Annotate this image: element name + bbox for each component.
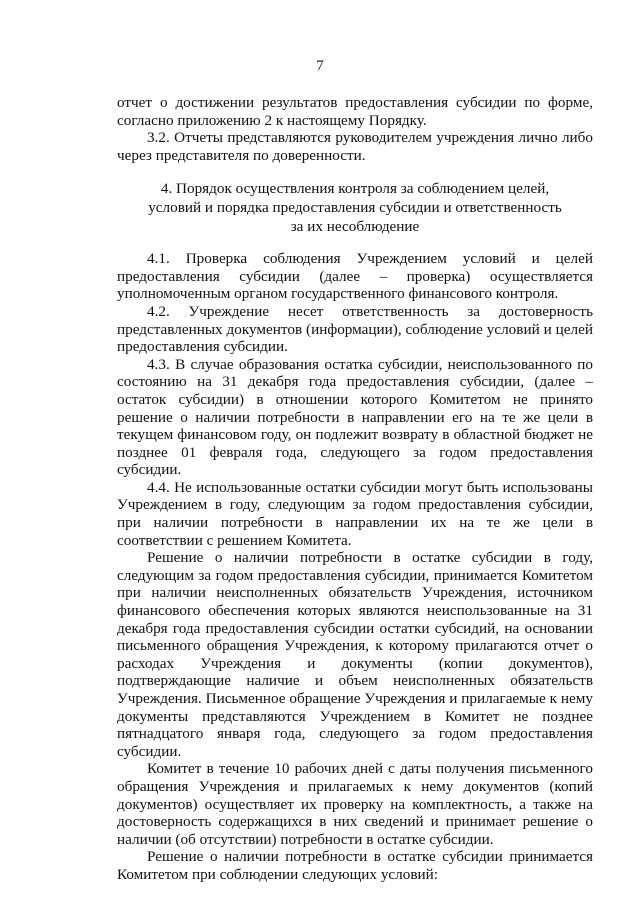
- paragraph-committee-review: Комитет в течение 10 рабочих дней с даты получения письменного обращения Учреждения и прилагаемых к нему документов (копий документов) осуществляет их проверку на комплектность, а также на достоверность содержащихся в них сведений и принимает решение о наличии (об отсутствии) потребности в остатке субсидии.: [117, 760, 593, 848]
- document-body: [117, 94, 593, 884]
- section-heading-line-1: 4. Порядок осуществления контроля за соблюдением целей,: [160, 180, 550, 198]
- paragraph-report-form: отчет о достижении результатов предоставления субсидии по форме, согласно приложению 2 к настоящему Порядку.: [117, 94, 593, 129]
- paragraph-3-2: 3.2. Отчеты представляются руководителем учреждения лично либо через представителя по доверенности.: [117, 129, 593, 164]
- paragraph-4-1: 4.1. Проверка соблюдения Учреждением условий и целей предоставления субсидии (далее – проверка) осуществляется уполномоченным органом государственного финансового контроля.: [117, 250, 593, 303]
- section-heading-line-2: условий и порядка предоставления субсидии и ответственность: [148, 198, 562, 216]
- page-number: 7: [316, 58, 324, 74]
- paragraph-4-4: 4.4. Не использованные остатки субсидии могут быть использованы Учреждением в году, следующим за годом предоставления субсидии, при наличии потребности в направлении их на те же цели в соответствии с решением Комитета.: [117, 478, 593, 549]
- paragraph-4-2: 4.2. Учреждение несет ответственность за достоверность представленных документов (информации), соблюдение условий и целей предоставления субсидии.: [117, 302, 593, 356]
- section-heading-line-3: за их несоблюдение: [290, 217, 420, 235]
- paragraph-decision-need: Решение о наличии потребности в остатке субсидии в году, следующим за годом предоставления субсидии, принимается Комитетом при наличии неисполненных обязательств Учреждения, источником финансового обеспечения которых являются неиспользованные на 31 декабря года предоставления субсидии остатки субсидий, на основании письменного обращения Учреждения, к которому прилагаются отчет о расходах Учреждения и документы (копии документов), подтверждающие наличие и объем неисполненных обязательств Учреждения. Письменное обращение Учреждения и прилагаемые к нему документы представляются Учреждением в Комитет не позднее пятнадцатого января года, следующего за годом предоставления субсидии.: [117, 549, 593, 760]
- section-heading: [117, 180, 593, 236]
- paragraph-decision-conditions: Решение о наличии потребности в остатке субсидии принимается Комитетом при соблюдении следующих условий:: [117, 848, 593, 883]
- paragraph-4-3: 4.3. В случае образования остатка субсидии, неиспользованного по состоянию на 31 декабря года предоставления субсидии, (далее – остаток субсидии) в отношении которого Комитетом не принято решение о наличии потребности в направлении его на те же цели в текущем финансовом году, он подлежит возврату в областной бюджет не позднее 01 февраля года, следующего за годом предоставления субсидии.: [117, 355, 593, 479]
